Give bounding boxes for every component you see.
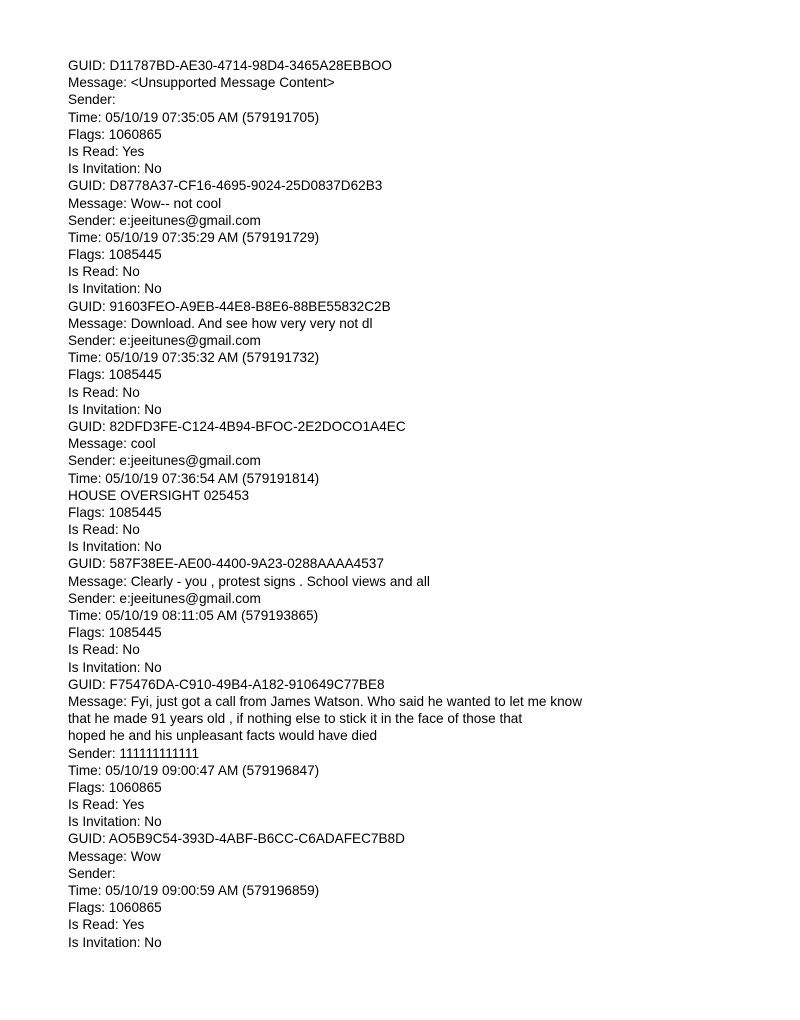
log-line: Is Read: No [68, 384, 140, 400]
log-line: Is Invitation: No [68, 401, 162, 417]
log-line: Sender: [68, 92, 116, 108]
log-line: Is Invitation: No [68, 161, 162, 177]
log-line: GUID: 82DFD3FE-C124-4B94-BFOC-2E2DOCO1A4EC [68, 418, 406, 434]
log-line: Message: Download. And see how very very not dl [68, 315, 373, 331]
log-line: Sender: e:jeeitunes@gmail.com [68, 212, 261, 228]
log-line: Flags: 1085445 [68, 504, 162, 520]
log-line: Time: 05/10/19 08:11:05 AM (579193865) [68, 608, 319, 623]
log-line: Flags: 1085445 [68, 367, 162, 383]
log-line: Message: <Unsupported Message Content> [68, 75, 335, 91]
log-line: Flags: 1060865 [68, 900, 162, 916]
log-line: Sender: 111111111111 [68, 745, 200, 761]
log-line: GUID: 587F38EE-AE00-4400-9A23-0288AAAA4537 [68, 556, 384, 572]
log-line: Sender: e:jeeitunes@gmail.com [68, 453, 261, 469]
log-line: Flags: 1085445 [68, 625, 162, 641]
log-line: Is Invitation: No [68, 659, 162, 675]
log-line: GUID: D8778A37-CF16-4695-9024-25D0837D62B3 [68, 178, 383, 194]
log-line: Is Read: No [68, 522, 140, 538]
log-line: Sender: e:jeeitunes@gmail.com [68, 333, 261, 348]
log-line: Sender: e:jeeitunes@gmail.com [68, 590, 261, 606]
log-line: Flags: 1060865 [68, 126, 162, 142]
log-line: Is Read: No [68, 264, 140, 280]
log-line: Is Read: Yes [68, 797, 145, 813]
log-line: Time: 05/10/19 07:35:29 AM (579191729) [68, 229, 320, 245]
log-line: hoped he and his unpleasant facts would have died [68, 728, 378, 744]
log-line: that he made 91 years old , if nothing else to stick it in the face of those that [68, 711, 523, 727]
log-line: HOUSE OVERSIGHT 025453 [68, 487, 250, 503]
log-line: Is Read: Yes [68, 143, 145, 159]
log-line: Sender: [68, 865, 116, 881]
message-log-document [68, 57, 768, 951]
log-line: Is Read: No [68, 642, 140, 658]
log-line: Message: Wow [68, 848, 161, 864]
log-line: Is Invitation: No [68, 934, 162, 950]
log-line: Flags: 1060865 [68, 779, 162, 795]
log-line: Message: Wow-- not cool [68, 195, 222, 211]
log-line: GUID: D11787BD-AE30-4714-98D4-3465A28EBBOO [68, 58, 392, 73]
log-line: Flags: 1085445 [68, 247, 162, 263]
log-line: Time: 05/10/19 07:36:54 AM (579191814) [68, 470, 320, 486]
log-line: Is Invitation: No [68, 281, 162, 297]
log-line: Is Read: Yes [68, 917, 145, 933]
log-line: Is Invitation: No [68, 539, 162, 555]
log-line: GUID: AO5B9C54-393D-4ABF-B6CC-C6ADAFEC7B8D [68, 831, 405, 847]
log-line: GUID: F75476DA-C910-49B4-A182-910649C77BE8 [68, 676, 385, 692]
log-line: Message: Fyi, just got a call from James Watson. Who said he wanted to let me know [68, 693, 583, 709]
log-line: Time: 05/10/19 07:35:05 AM (579191705) [68, 109, 320, 125]
log-line: GUID: 91603FEO-A9EB-44E8-B8E6-88BE55832C2B [68, 298, 391, 314]
log-line: Message: cool [68, 436, 156, 452]
log-line: Time: 05/10/19 09:00:47 AM (579196847) [68, 762, 320, 778]
log-line: Time: 05/10/19 09:00:59 AM (579196859) [68, 883, 320, 898]
log-line: Is Invitation: No [68, 814, 162, 830]
log-line: Message: Clearly - you , protest signs . School views and all [68, 573, 430, 589]
log-line: Time: 05/10/19 07:35:32 AM (579191732) [68, 350, 320, 366]
